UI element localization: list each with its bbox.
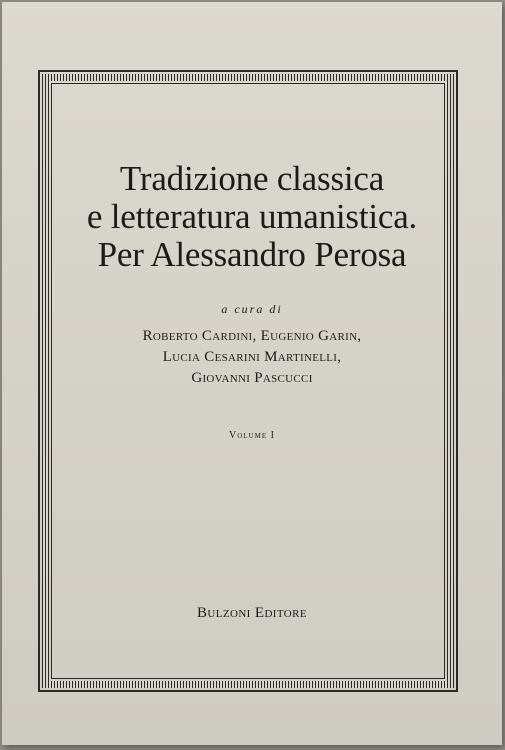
editors-line-2: Lucia Cesarini Martinelli, <box>162 349 342 365</box>
book-title <box>2 160 502 274</box>
title-line-2: e letteratura umanistica. <box>86 197 418 236</box>
editors-line-1: Roberto Cardini, Eugenio Garin, <box>142 328 362 344</box>
curator-label: a cura di <box>221 302 283 316</box>
title-line-3: Per Alessandro Perosa <box>97 235 407 274</box>
book-cover <box>2 2 502 745</box>
editors-list <box>2 326 502 389</box>
publisher-name: Bulzoni Editore <box>197 605 307 621</box>
editors-line-3: Giovanni Pascucci <box>191 370 313 386</box>
title-line-1: Tradizione classica <box>119 159 385 198</box>
volume-label: Volume I <box>229 430 275 441</box>
